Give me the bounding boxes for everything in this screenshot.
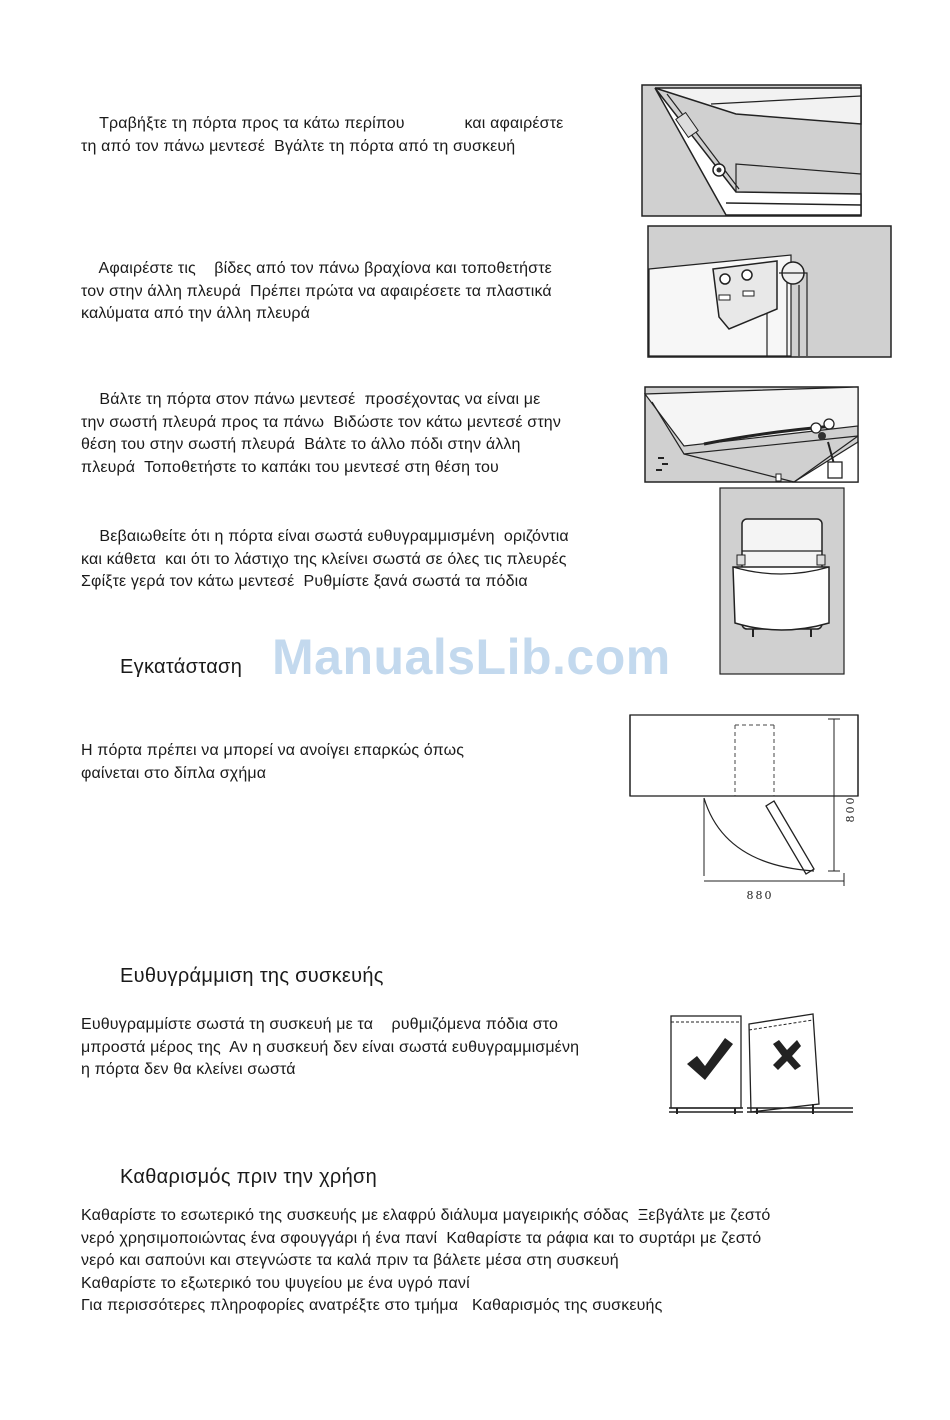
text-line: Βεβαιωθείτε ότι η πόρτα είναι σωστά ευθυγραμμισμένη οριζόντια xyxy=(81,528,569,545)
text-line: και κάθετα και ότι το λάστιχο της κλείνει σωστά σε όλες τις πλευρές xyxy=(81,550,567,568)
text-line: φαίνεται στο δίπλα σχήμα xyxy=(81,764,267,782)
bottom-hinge-illustration xyxy=(644,386,860,484)
text-line: θέση του στην σωστή πλευρά Βάλτε το άλλο πόδι στην άλλη xyxy=(81,436,521,453)
text-line: πλευρά Τοποθετήστε το καπάκι του μεντεσέ στη θέση του xyxy=(81,458,499,476)
text-line: νερό χρησιμοποιώντας ένα σφουγγάρι ή ένα πανί Καθαρίστε τα ράφια και το συρτάρι με ζεστό xyxy=(81,1229,762,1247)
leveling-text xyxy=(81,1014,579,1082)
fridge-alignment-illustration xyxy=(719,487,846,675)
text-line: Για περισσότερες πληροφορίες ανατρέξτε στο τμήμα Καθαρισμός της συσκευής xyxy=(81,1297,663,1314)
step-4-text xyxy=(81,526,569,594)
text-line: νερό και σαπούνι και στεγνώστε τα καλά πριν τα βάλετε μέσα στη συσκευή xyxy=(81,1252,619,1269)
depth-dimension-label: 800 xyxy=(844,795,857,823)
text-line: Καθαρίστε το εξωτερικό του ψυγείου με ένα υγρό πανί xyxy=(81,1274,470,1292)
step-2-text xyxy=(81,258,552,326)
text-line: μπροστά μέρος της Αν η συσκευή δεν είναι σωστά ευθυγραμμισμένη xyxy=(81,1038,580,1056)
door-clearance-diagram xyxy=(628,713,864,907)
installation-text xyxy=(81,740,464,785)
text-line: Σφίξτε γερά τον κάτω μεντεσέ Ρυθμίστε ξανά σωστά τα πόδια xyxy=(81,573,528,590)
cleaning-text xyxy=(81,1205,770,1318)
text-line: η πόρτα δεν θα κλείνει σωστά xyxy=(81,1061,296,1078)
text-line: Ευθυγραμμίστε σωστά τη συσκευή με τα ρυθμιζόμενα πόδια στο xyxy=(81,1016,559,1033)
text-line: τη από τον πάνω μεντεσέ Βγάλτε τη πόρτα από τη συσκευή xyxy=(81,137,516,155)
text-line: τον στην άλλη πλευρά Πρέπει πρώτα να αφαιρέσετε τα πλαστικά xyxy=(81,282,552,300)
text-line: την σωστή πλευρά προς τα πάνω Βιδώστε τον κάτω μεντεσέ στην xyxy=(81,413,561,431)
leveling-heading: Ευθυγράμμιση της συσκευής xyxy=(120,965,384,987)
text-line: Βάλτε τη πόρτα στον πάνω μεντεσέ προσέχοντας να είναι με xyxy=(81,391,541,408)
text-line: Η πόρτα πρέπει να μπορεί να ανοίγει επαρκώς όπως xyxy=(81,742,465,759)
installation-heading: Εγκατάσταση xyxy=(120,656,243,678)
width-dimension-label: 880 xyxy=(746,889,774,902)
door-removal-illustration xyxy=(641,84,863,218)
watermark: ManualsLib.com xyxy=(272,629,671,685)
step-3-text xyxy=(81,389,561,479)
cleaning-heading: Καθαρισμός πριν την χρήση xyxy=(120,1166,378,1188)
leveling-comparison-illustration xyxy=(667,1008,857,1118)
text-line: καλύματα από την άλλη πλευρά xyxy=(81,305,311,322)
text-line: Αφαιρέστε τις βίδες από τον πάνω βραχίονα και τοποθετήστε xyxy=(81,260,552,277)
text-line: Καθαρίστε το εσωτερικό της συσκευής με ελαφρύ διάλυμα μαγειρικής σόδας Ξεβγάλτε με ζεστό xyxy=(81,1207,771,1224)
hinge-bracket-illustration xyxy=(647,225,893,359)
step-1-text xyxy=(81,113,563,158)
text-line: Τραβήξτε τη πόρτα προς τα κάτω περίπου και αφαιρέστε xyxy=(81,115,564,132)
